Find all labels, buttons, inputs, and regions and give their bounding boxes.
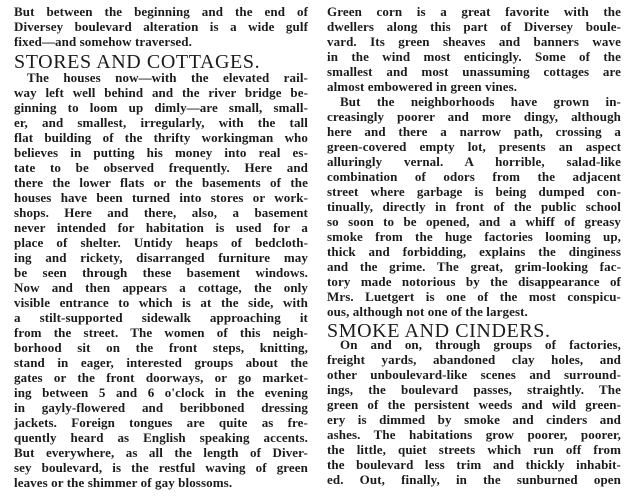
text-line: sey boulevard, is the restful waving of green: [14, 460, 308, 475]
text-line: tinually, directly in front of the public school: [327, 199, 621, 214]
text-line: But everywhere, as all the length of Diver-: [14, 445, 308, 460]
text-line: ginning to loom up dimly—are small, small-: [14, 100, 308, 115]
text-line: On and on, through groups of factories,: [340, 337, 621, 352]
text-line: almost embowered in green vines.: [327, 79, 518, 94]
text-line: ing and rickety, disarranged furniture may: [14, 250, 308, 265]
right-column: [327, 4, 621, 487]
text-line: green-covered empty lot, presents an aspect: [327, 139, 621, 154]
text-line: alluringly vernal. A horrible, salad-like: [327, 154, 621, 169]
text-line: jackets. Foreign tongues are quite as fre-: [14, 415, 308, 430]
section-heading-smoke-and-cinders: SMOKE AND CINDERS.: [327, 320, 551, 342]
text-line: smallest and most unassuming cottages are: [327, 64, 621, 79]
text-line: flat building of the thrifty workingman who: [14, 130, 308, 145]
text-line: from the street. The women of this neigh-: [14, 325, 308, 340]
text-line: ous, although not one of the largest.: [327, 304, 528, 319]
text-line: combination of odors from the adjacent: [327, 169, 621, 184]
text-line: be seen through these basement windows.: [14, 265, 308, 280]
text-line: Mrs. Luetgert is one of the most conspicu-: [327, 289, 621, 304]
text-line: so soon to be opened, and a whiff of greasy: [327, 214, 621, 229]
text-line: smoke from the huge factories looming up,: [327, 229, 621, 244]
text-line: thick and forbidding, explains the dinginess: [327, 244, 621, 259]
text-line: Now and then appears a cottage, the only: [14, 280, 308, 295]
text-line: shops. Here and there, also, a basement: [14, 205, 308, 220]
text-line: the little, quiet streets which run off from: [327, 442, 621, 457]
text-line: way left well behind and the river bridge be-: [14, 85, 308, 100]
text-line: a stilt-supported sidewalk approaching it: [14, 310, 308, 325]
text-line: never intended for habitation is used for a: [14, 220, 308, 235]
text-line: The houses now—with the elevated rail-: [27, 70, 308, 85]
text-line: But the neighborhoods have grown in-: [340, 94, 621, 109]
text-line: freight yards, abandoned clay holes, and: [327, 352, 621, 367]
text-line: street where garbage is being dumped con-: [327, 184, 621, 199]
text-line: ings, the boulevard passes, straightly. The: [327, 382, 621, 397]
text-line: green of the persistent weeds and wild green-: [327, 397, 621, 412]
text-line: houses have been turned into stores or work-: [14, 190, 308, 205]
text-line: visible entrance to which is at the side, with: [14, 295, 308, 310]
text-line: the boulevard less trim and thickly inhabit-: [327, 457, 621, 472]
text-line: quently heard as English speaking accents.: [14, 430, 308, 445]
text-line: tory made notorious by the disappearance of: [327, 274, 621, 289]
text-line: creasingly poorer and more dingy, although: [327, 109, 621, 124]
text-line: er, and smallest, irregularly, with the tall: [14, 115, 308, 130]
text-line: ery is dimmed by smoke and cinders and: [327, 412, 621, 427]
text-line: other unboulevard-like scenes and surround-: [327, 367, 621, 382]
text-line: in the wind most enticingly. Some of the: [327, 49, 621, 64]
text-line: dwellers along this part of Diversey boule-: [327, 19, 621, 34]
text-line: tate to be observed frequently. Here and: [14, 160, 308, 175]
text-line: fixed—and somehow traversed.: [14, 34, 192, 49]
text-line: borhood sit on the front steps, knitting,: [14, 340, 308, 355]
text-line: stand in eager, interested groups about the: [14, 355, 308, 370]
text-line: there the lower flats or the basements of the: [14, 175, 308, 190]
text-line: vard. Its green sheaves and banners wave: [327, 34, 621, 49]
text-line: Diversey boulevard alteration is a wide gulf: [14, 19, 308, 34]
text-line: ed. Out, finally, in the sunburned open: [327, 472, 621, 487]
section-heading-stores-and-cottages: STORES AND COTTAGES.: [14, 51, 261, 73]
text-line: Green corn is a great favorite with the: [327, 4, 621, 19]
text-line: here and there a narrow path, crossing a: [327, 124, 621, 139]
text-line: But between the beginning and the end of: [14, 4, 308, 19]
text-line: place of shelter. Untidy heaps of bedcloth-: [14, 235, 308, 250]
text-line: gates or the front doorways, or go market-: [14, 370, 308, 385]
left-column: [14, 4, 308, 490]
text-line: in gayly-flowered and beribboned dressing: [14, 400, 308, 415]
text-line: ashes. The habitations grow poorer, poorer,: [327, 427, 621, 442]
text-line: ing between 5 and 6 o'clock in the evening: [14, 385, 308, 400]
text-line: leaves or the shimmer of gay blossoms.: [14, 475, 233, 490]
text-line: believes in putting his money into real es-: [14, 145, 308, 160]
text-line: and the grime. The great, grim-looking fac-: [327, 259, 621, 274]
